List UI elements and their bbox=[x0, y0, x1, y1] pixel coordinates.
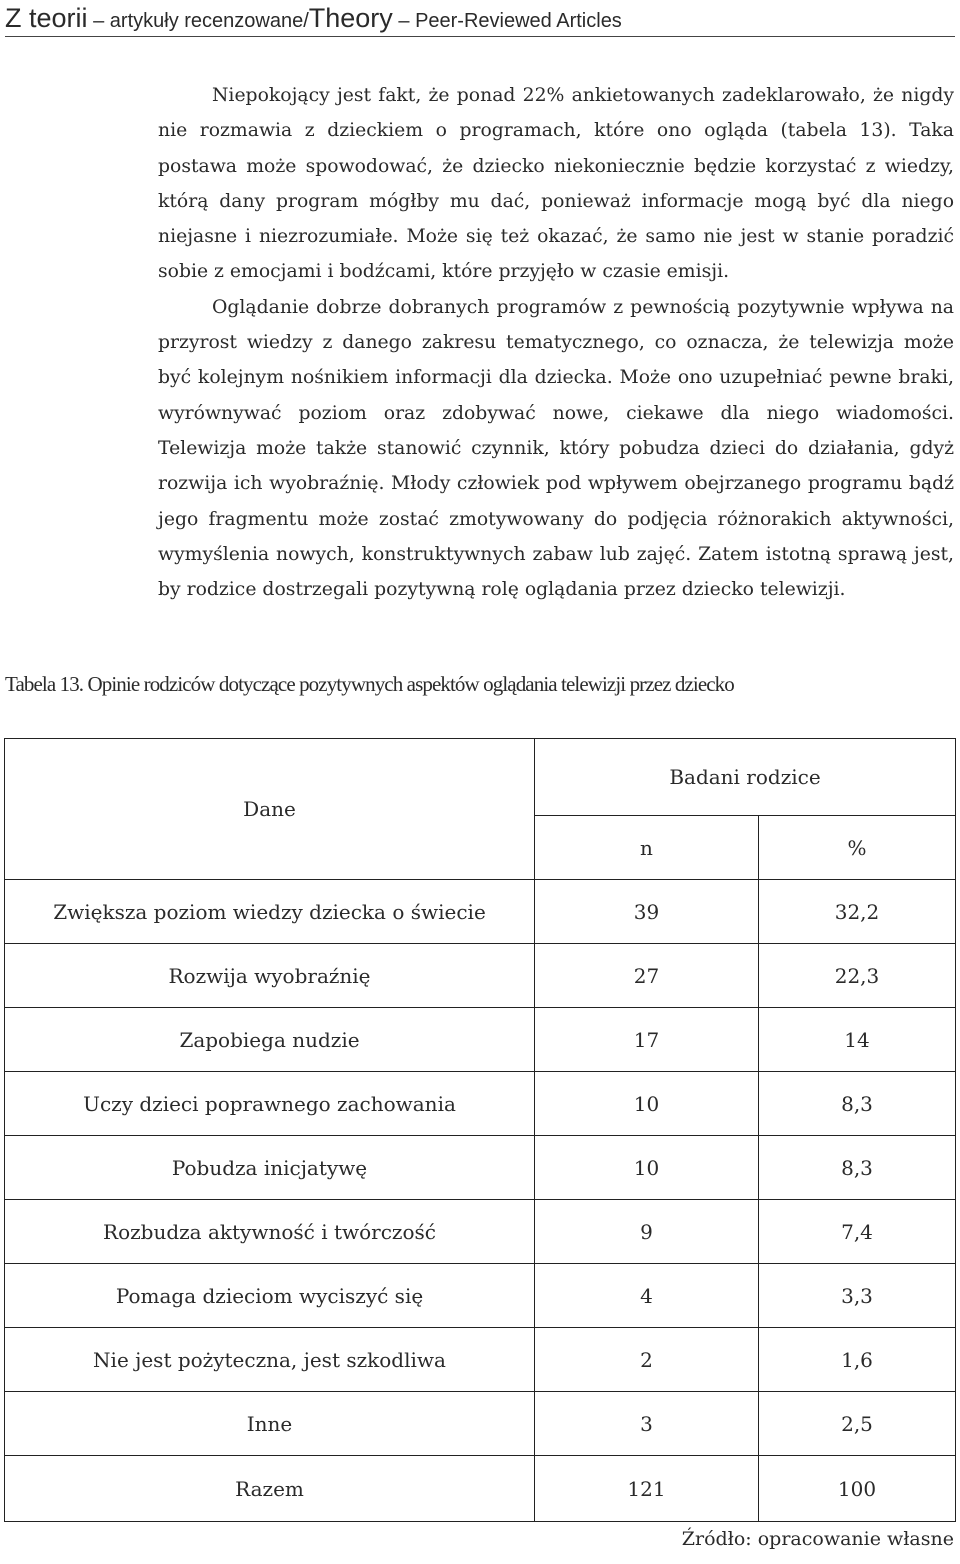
table-header-row bbox=[5, 739, 956, 816]
row-n: 2 bbox=[535, 1328, 759, 1392]
row-n: 10 bbox=[535, 1136, 759, 1200]
row-n: 27 bbox=[535, 944, 759, 1008]
row-percent: 100 bbox=[759, 1456, 956, 1522]
header-section: Z teorii bbox=[5, 3, 88, 33]
row-n: 17 bbox=[535, 1008, 759, 1072]
row-n: 10 bbox=[535, 1072, 759, 1136]
header-dash: – bbox=[87, 10, 110, 32]
row-label: Uczy dzieci poprawnego zachowania bbox=[5, 1072, 535, 1136]
row-label: Zapobiega nudzie bbox=[5, 1008, 535, 1072]
row-label: Nie jest pożyteczna, jest szkodliwa bbox=[5, 1328, 535, 1392]
row-n: 4 bbox=[535, 1264, 759, 1328]
header-section-en: Theory bbox=[308, 3, 393, 33]
row-n: 9 bbox=[535, 1200, 759, 1264]
row-percent: 3,3 bbox=[759, 1264, 956, 1328]
table-row bbox=[5, 1072, 956, 1136]
column-group-header: Badani rodzice bbox=[535, 739, 956, 816]
row-percent: 1,6 bbox=[759, 1328, 956, 1392]
row-label: Inne bbox=[5, 1392, 535, 1456]
row-label: Pobudza inicjatywę bbox=[5, 1136, 535, 1200]
row-label: Rozwija wyobraźnię bbox=[5, 944, 535, 1008]
article-body bbox=[158, 78, 954, 607]
row-percent: 32,2 bbox=[759, 880, 956, 944]
row-label: Razem bbox=[5, 1456, 535, 1522]
row-percent: 8,3 bbox=[759, 1072, 956, 1136]
data-table bbox=[4, 738, 956, 1522]
column-header-n: n bbox=[535, 816, 759, 880]
column-header-dane: Dane bbox=[5, 739, 535, 880]
row-percent: 22,3 bbox=[759, 944, 956, 1008]
paragraph: Niepokojący jest fakt, że ponad 22% ankietowanych zadeklarowało, że nigdy nie rozmawia z dzieckiem o programach, które ono ogląda (tabela 13). Taka postawa może spowodować, że dziecko niekoniecznie będzie korzystać z wiedzy, którą dany program mógłby mu dać, ponieważ informacje mogą być dla niego niejasne i niezrozumiałe. Może się też okazać, że samo nie jest w stanie poradzić sobie z emocjami i bodźcami, które przyjęło w czasie emisji. bbox=[158, 85, 954, 283]
table-row bbox=[5, 1328, 956, 1392]
table-row bbox=[5, 1264, 956, 1328]
running-header bbox=[5, 0, 955, 37]
table-total-row bbox=[5, 1456, 956, 1522]
row-percent: 7,4 bbox=[759, 1200, 956, 1264]
paragraph: Oglądanie dobrze dobranych programów z pewnością pozytywnie wpływa na przyrost wiedzy z danego zakresu tematycznego, co oznacza, że telewizja może być kolejnym nośnikiem informacji dla dziecka. Może ono uzupełniać pewne braki, wyrównywać poziom oraz zdobywać nowe, ciekawe dla niego wiadomości. Telewizja może także stanowić czynnik, który pobudza dzieci do działania, gdyż rozwija ich wyobraźnię. Młody człowiek pod wpływem obejrzanego programu bądź jego fragmentu może zostać zmotywowany do podjęcia różnorakich aktywności, wymyślenia nowych, konstruktywnych zabaw lub zajęć. Zatem istotną sprawą jest, by rodzice dostrzegali pozytywną rolę oglądania przez dziecko telewizji. bbox=[158, 296, 954, 601]
table-row bbox=[5, 1392, 956, 1456]
row-label: Zwiększa poziom wiedzy dziecka o świecie bbox=[5, 880, 535, 944]
column-header-percent: % bbox=[759, 816, 956, 880]
header-subsection: artykuły recenzowane/ bbox=[109, 10, 309, 32]
row-label: Pomaga dzieciom wyciszyć się bbox=[5, 1264, 535, 1328]
table-row bbox=[5, 944, 956, 1008]
row-n: 3 bbox=[535, 1392, 759, 1456]
header-subsection-en: Peer-Reviewed Articles bbox=[415, 10, 622, 32]
table-row bbox=[5, 1136, 956, 1200]
row-percent: 2,5 bbox=[759, 1392, 956, 1456]
row-percent: 8,3 bbox=[759, 1136, 956, 1200]
table-row bbox=[5, 1008, 956, 1072]
row-percent: 14 bbox=[759, 1008, 956, 1072]
row-label: Rozbudza aktywność i twórczość bbox=[5, 1200, 535, 1264]
table-row bbox=[5, 1200, 956, 1264]
table-caption: Tabela 13. Opinie rodziców dotyczące pozytywnych aspektów oglądania telewizji przez dziecko bbox=[5, 672, 734, 696]
row-n: 39 bbox=[535, 880, 759, 944]
table-source: Źródło: opracowanie własne bbox=[681, 1528, 954, 1550]
header-dash-en: – bbox=[392, 10, 416, 32]
row-n: 121 bbox=[535, 1456, 759, 1522]
table-row bbox=[5, 880, 956, 944]
